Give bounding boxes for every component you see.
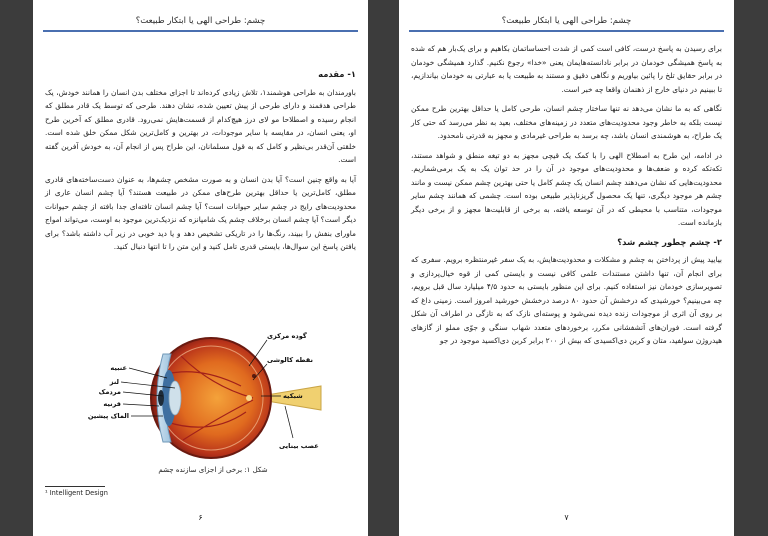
section-heading: ۱- مقدمه — [318, 69, 356, 79]
right-text — [411, 42, 722, 354]
figure-caption: شکل ۱: برخی از اجزای سازنده چشم — [158, 466, 268, 474]
label-pupil: مردمک — [98, 388, 121, 396]
header-rule — [409, 30, 724, 32]
paragraph: در ادامه، این طرح به اصطلاح الهی را با کمک یک قیچی مجهز به دو تیغه منطق و شواهد مستند، تکه‌تکه کرده و ضعف‌ها و محدودیت‌های موجود در آن را در حد توان یک به یک برمی‌شماریم. محدودیت‌هایی که نشان می‌دهند چشم انسان یک چشم کامل یا حتی بهترین چشم ممکن نیست و مانند چشم هر موجود دیگری، تنها یک محصول گریزناپذیر طبیعی بوده است. چشمی که همانند چشم سایر موجودات، متناسب با محیطی که در آن توسعه یافته، به برخی از قابلیت‌ها مجهز و از برخی دیگر بازمانده است. — [411, 150, 722, 227]
label-fovea: گوده مرکزی — [267, 332, 307, 340]
label-sclera: الماک پیشین — [87, 412, 129, 420]
label-iris: عنبیه — [110, 364, 127, 372]
header-rule — [43, 30, 358, 32]
paragraph: نگاهی که به ما نشان می‌دهد نه تنها ساختار چشم انسان، طرحی کامل یا حداقل بهترین طرح ممکن نیست بلکه به خاطر وجود محدودیت‌های متعدد در زمینه‌های مختلف، بعید به نظر می‌رسد که حتی کار یک طراح، به هوشمندی انسان باشد، چه برسد به طراحی غیرمادی و مجهز به قدرتی نامحدود. — [411, 104, 722, 140]
paragraph: باورمندان به طراحی هوشمند۱، تلاش زیادی کرده‌اند تا اجزای مختلف بدن انسان را همانند خودش، یک طراحی هدفمند و دارای طرحی از پیش تعیین شده، نشان دهند. طرحی که توسط یک قادر مطلق که انجام رسیده و اصطلاحا مو لای درز هیچ‌کدام از قسمت‌هایش نمی‌رود. قادری مطلق که آخرین طرح او، یعنی انسان، در مقایسه با سایر موجودات، در بهترین و کامل‌ترین شکل ممکن خلق شده است. خلقتی آن‌قدر بی‌نظیر و کامل که به قول مسلمانان، این طراح پس از انجام آن، به خودش آفرین گفته است. — [45, 87, 356, 164]
footnote-rule — [45, 486, 105, 487]
page-number: ۷ — [564, 513, 569, 522]
footnote: ¹ Intelligent Design — [45, 489, 108, 497]
page-number: ۶ — [198, 513, 203, 522]
paragraph: برای رسیدن به پاسخ درست، کافی است کمی از شدت احساساتمان بکاهیم و برای یک‌بار هم که شده به پاسخ همیشگی خودمان در برابر نادانسته‌هایمان یعنی «خدا» رجوع نکنیم. گذارد همیشگی خودمان در برابر حقایق تلخ را پائین بیاوریم و نگاهی دقیق و مستند به طبیعت یا به عبارتی به خودمان بیاندازیم، تا ببینیم در دنیای خارج از ذهنمان واقعا چه خبر است. — [411, 44, 722, 94]
paragraph: بیایید پیش از پرداختن به چشم و مشکلات و محدودیت‌هایش، به یک سفر غیرمنتظره برویم. سفری که برای انجام آن، تنها داشتن مستندات علمی کافی نیست و بایستی کمی از قوه خیال‌پردازی و تصویرسازی خودمان نیز استفاده کنیم. برای این منظور بایستی به حدود ۴/۵ میلیارد سال قبل برویم، چه می‌بینیم؟ خورشیدی که درخشش آن حدود ۸۰ درصد درخشش خورشید امروز است. زمینی داغ که بر روی آن اثری از موجودات زنده دیده نمی‌شود و پوسته‌ای نازک که به تازگی در اطراف آن شکل گرفته است. فوران‌های آتشفشانی مکرر، برخوردهای متعدد شهاب سنگی و جوّی مملو از گازهای هیدروژن سولفید، متان و کربن دی‌اکسیدی که بیش از ۲۰۰ برابر کربن دی‌اکسید موجود در جو — [411, 255, 722, 345]
paragraph: آیا به واقع چنین است؟ آیا بدن انسان و به صورت مشخص چشم‌ها، به عنوان دست‌ساخته‌های قادری مطلق، کامل‌ترین یا حداقل بهترین طرح‌های ممکن در طبیعت هستند؟ آیا چشم انسان عاری از محدودیت‌های رایج در چشم سایر حیوانات است؟ آیا چشم انسان تافته‌ای جدا بافته از چشم حیوانات دیگر است؟ آیا چشم انسان برخلاف چشم یک شامپانزه که نزدیک‌ترین موجود به اوست، می‌تواند امواج ماورای بنفش را ببیند، رنگ‌ها را در تاریکی تشخیص دهد و یا دید خوبی در زیر آب داشته باشد؟ برای یافتن پاسخ این سوال‌ها، بایستی قدری تامل کنید و این متن را تا انتها دنبال کنید. — [45, 174, 356, 251]
page-header: چشم: طراحی الهی یا ابتکار طبیعت؟ — [501, 16, 632, 26]
section-heading: ۲- چشم چطور چشم شد؟ — [617, 236, 722, 247]
eye-anatomy-figure — [71, 326, 326, 466]
label-retina: شبکیه — [283, 392, 303, 400]
label-blind-spot: نقطه کالوشی — [267, 356, 314, 364]
label-optic-nerve: عصب بینایی — [279, 442, 319, 450]
left-text — [45, 68, 356, 260]
label-cornea: قرنیه — [103, 400, 121, 408]
right-page — [399, 0, 734, 536]
left-page — [33, 0, 368, 536]
page-header: چشم: طراحی الهی یا ابتکار طبیعت؟ — [135, 16, 266, 26]
label-lens: لنز — [109, 378, 119, 386]
